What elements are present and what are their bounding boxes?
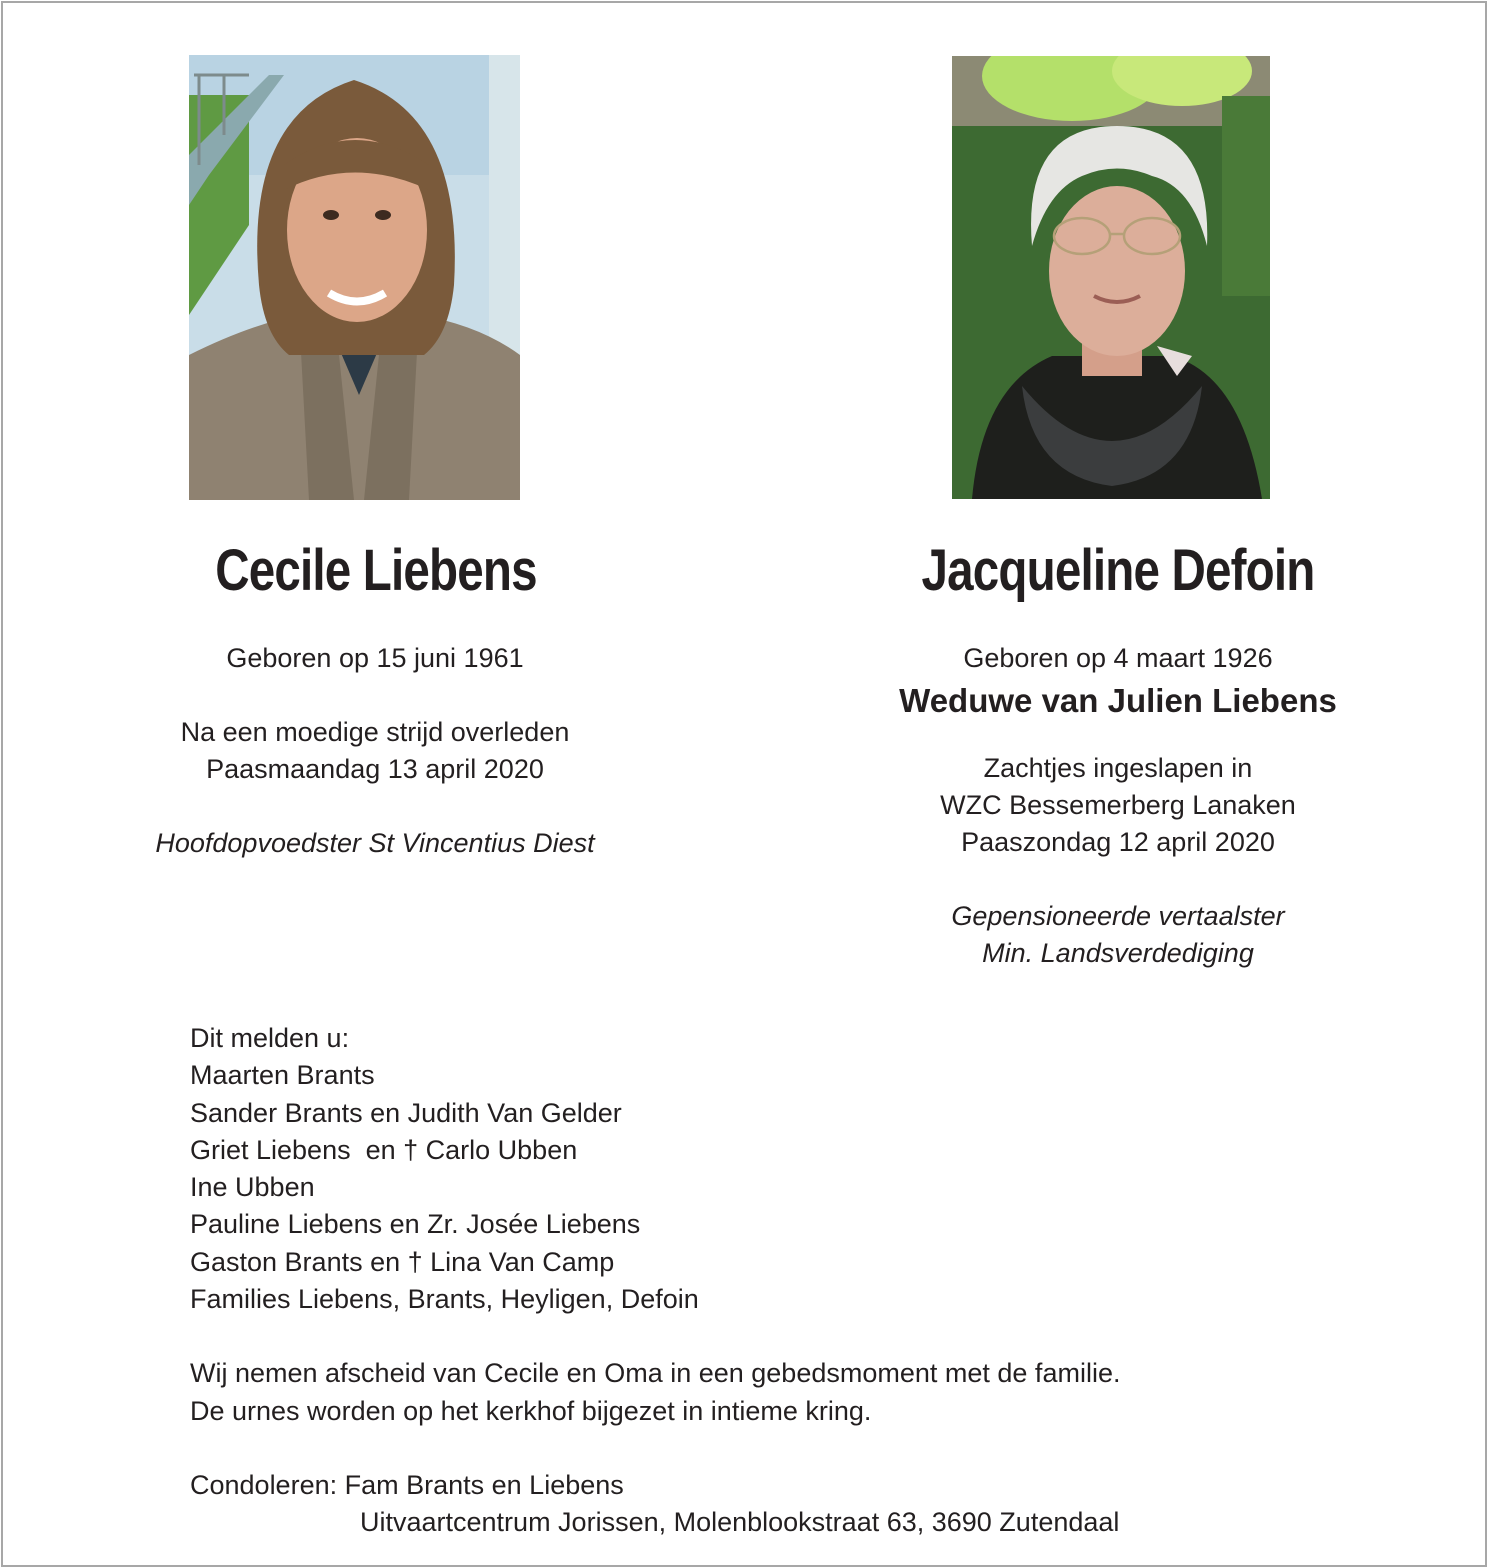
- birth-date-left: Geboren op 15 juni 1961: [226, 643, 524, 673]
- family-member: Sander Brants en Judith Van Gelder: [190, 1097, 622, 1128]
- death-text-right-1: Zachtjes ingeslapen in: [983, 753, 1253, 783]
- family-member: Pauline Liebens en Zr. Josée Liebens: [190, 1209, 641, 1240]
- family-member: Maarten Brants: [190, 1060, 375, 1091]
- details-left: [75, 640, 675, 862]
- announcement-body: [190, 1020, 1290, 1542]
- death-text-left-1: Na een moedige strijd overleden: [180, 717, 570, 747]
- portrait-photo-left: [189, 55, 520, 500]
- death-text-left-2: Paasmaandag 13 april 2020: [206, 754, 544, 784]
- announcement-intro: Dit melden u:: [190, 1023, 350, 1053]
- death-text-right-3: Paaszondag 12 april 2020: [961, 827, 1275, 857]
- condolences-text-2: Uitvaartcentrum Jorissen, Molenblookstraat 63, 3690 Zutendaal: [360, 1507, 1120, 1538]
- farewell-text-2: De urnes worden op het kerkhof bijgezet in intieme kring.: [190, 1395, 872, 1426]
- family-member: Ine Ubben: [190, 1172, 315, 1203]
- deceased-name-left: Cecile Liebens: [215, 538, 537, 603]
- occupation-left: Hoofdopvoedster St Vincentius Diest: [155, 828, 595, 858]
- death-text-right-2: WZC Bessemerberg Lanaken: [940, 790, 1296, 820]
- occupation-right-2: Min. Landsverdediging: [982, 938, 1254, 968]
- occupation-right-1: Gepensioneerde vertaalster: [951, 901, 1285, 931]
- family-member: Gaston Brants en † Lina Van Camp: [190, 1246, 615, 1277]
- farewell-text-1: Wij nemen afscheid van Cecile en Oma in een gebedsmoment met de familie.: [190, 1358, 1121, 1389]
- birth-date-right: Geboren op 4 maart 1926: [963, 643, 1273, 673]
- portrait-photo-right: [952, 56, 1270, 499]
- condolences-text-1: Condoleren: Fam Brants en Liebens: [190, 1469, 624, 1500]
- details-right: [818, 640, 1418, 972]
- family-member: Families Liebens, Brants, Heyligen, Defoin: [190, 1284, 699, 1315]
- family-member: Griet Liebens en † Carlo Ubben: [190, 1134, 578, 1165]
- widow-of-right: Weduwe van Julien Liebens: [899, 682, 1337, 719]
- deceased-name-right: Jacqueline Defoin: [921, 538, 1315, 603]
